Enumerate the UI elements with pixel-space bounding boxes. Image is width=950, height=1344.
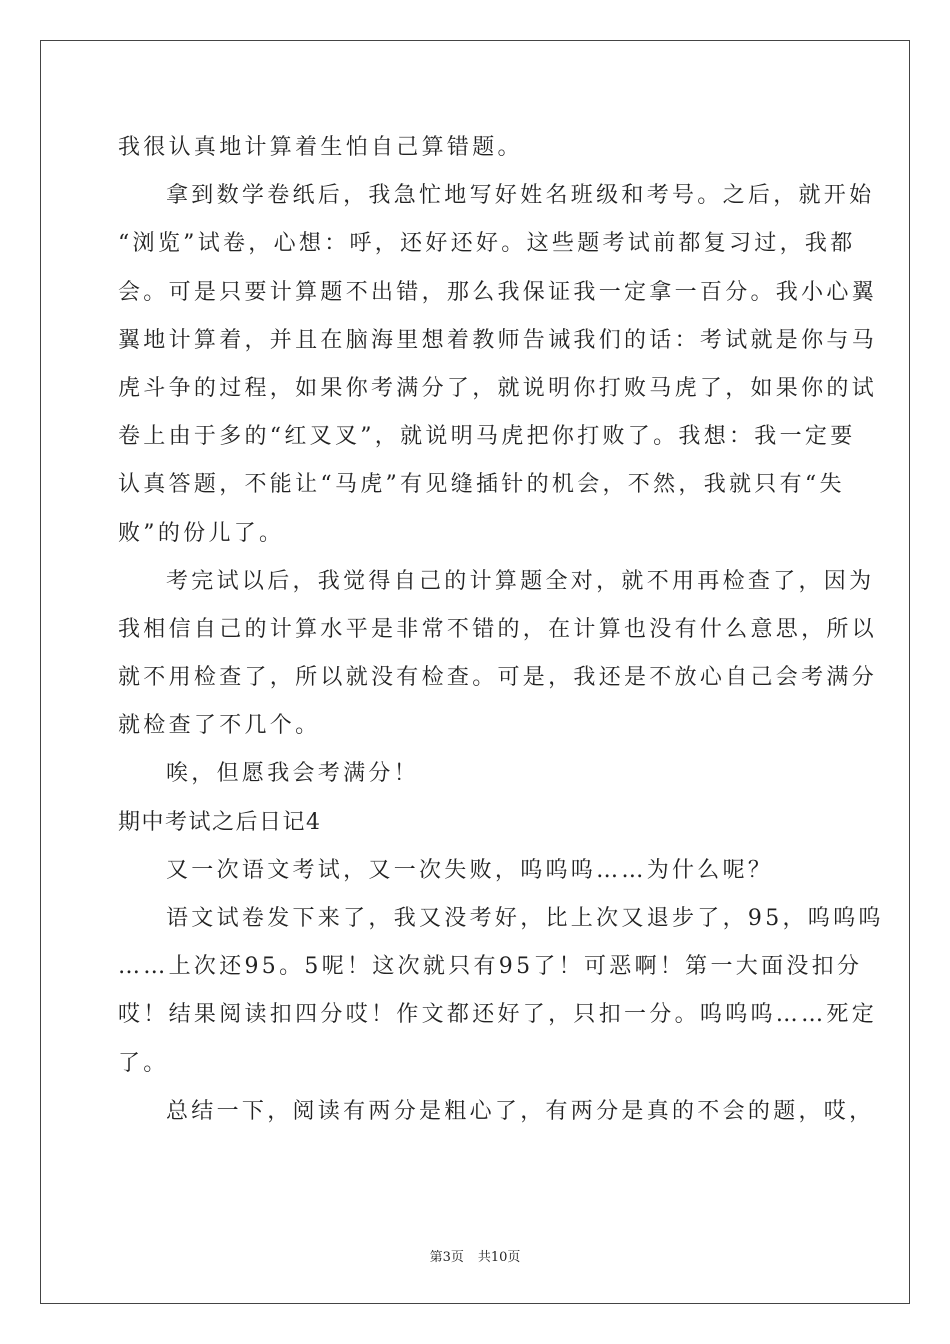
text-line: ……上次还95。5呢！这次就只有95了！可恶啊！第一大面没扣分 [118, 954, 863, 980]
text-line: 了。 [118, 1050, 169, 1076]
paragraph-start: 总结一下，阅读有两分是粗心了，有两分是真的不会的题，哎， [166, 1098, 875, 1124]
page-total: 共10页 [477, 1250, 521, 1265]
paragraph-start: 又一次语文考试，又一次失败，呜呜呜……为什么呢？ [166, 857, 774, 883]
document-body [118, 124, 884, 1136]
text-line: 就检查了不几个。 [118, 713, 321, 739]
text-line: 我很认真地计算着生怕自己算错题。 [118, 135, 523, 160]
text-line: 翼地计算着，并且在脑海里想着教师告诫我们的话：考试就是你与马 [118, 327, 878, 353]
text-line: 我相信自己的计算水平是非常不错的，在计算也没有什么意思，所以 [118, 616, 878, 642]
text-line: 虎斗争的过程，如果你考满分了，就说明你打败马虎了，如果你的试 [118, 375, 878, 401]
text-line: 败”的份儿了。 [118, 520, 285, 546]
paragraph-start: 唉，但愿我会考满分！ [166, 761, 420, 787]
text-line: 就不用检查了，所以就没有检查。可是，我还是不放心自己会考满分 [118, 665, 878, 691]
page-footer [0, 1246, 950, 1265]
text-line: 哎！结果阅读扣四分哎！作文都还好了，只扣一分。呜呜呜……死定 [118, 1002, 878, 1028]
paragraph-start: 拿到数学卷纸后，我急忙地写好姓名班级和考号。之后，就开始 [166, 183, 875, 209]
paragraph-start: 语文试卷发下来了，我又没考好，比上次又退步了，95，呜呜呜 [166, 906, 884, 931]
text-line: 卷上由于多的“红叉叉”，就说明马虎把你打败了。我想：我一定要 [118, 424, 856, 450]
page-number: 第3页 [429, 1250, 464, 1265]
section-heading: 期中考试之后日记4 [118, 809, 322, 835]
text-line: “浏览”试卷，心想：呼，还好还好。这些题考试前都复习过，我都 [118, 231, 856, 257]
text-line: 会。可是只要计算题不出错，那么我保证我一定拿一百分。我小心翼 [118, 279, 878, 305]
text-line: 认真答题，不能让“马虎”有见缝插针的机会，不然，我就只有“失 [118, 472, 845, 498]
paragraph-start: 考完试以后，我觉得自己的计算题全对，就不用再检查了，因为 [166, 568, 875, 594]
